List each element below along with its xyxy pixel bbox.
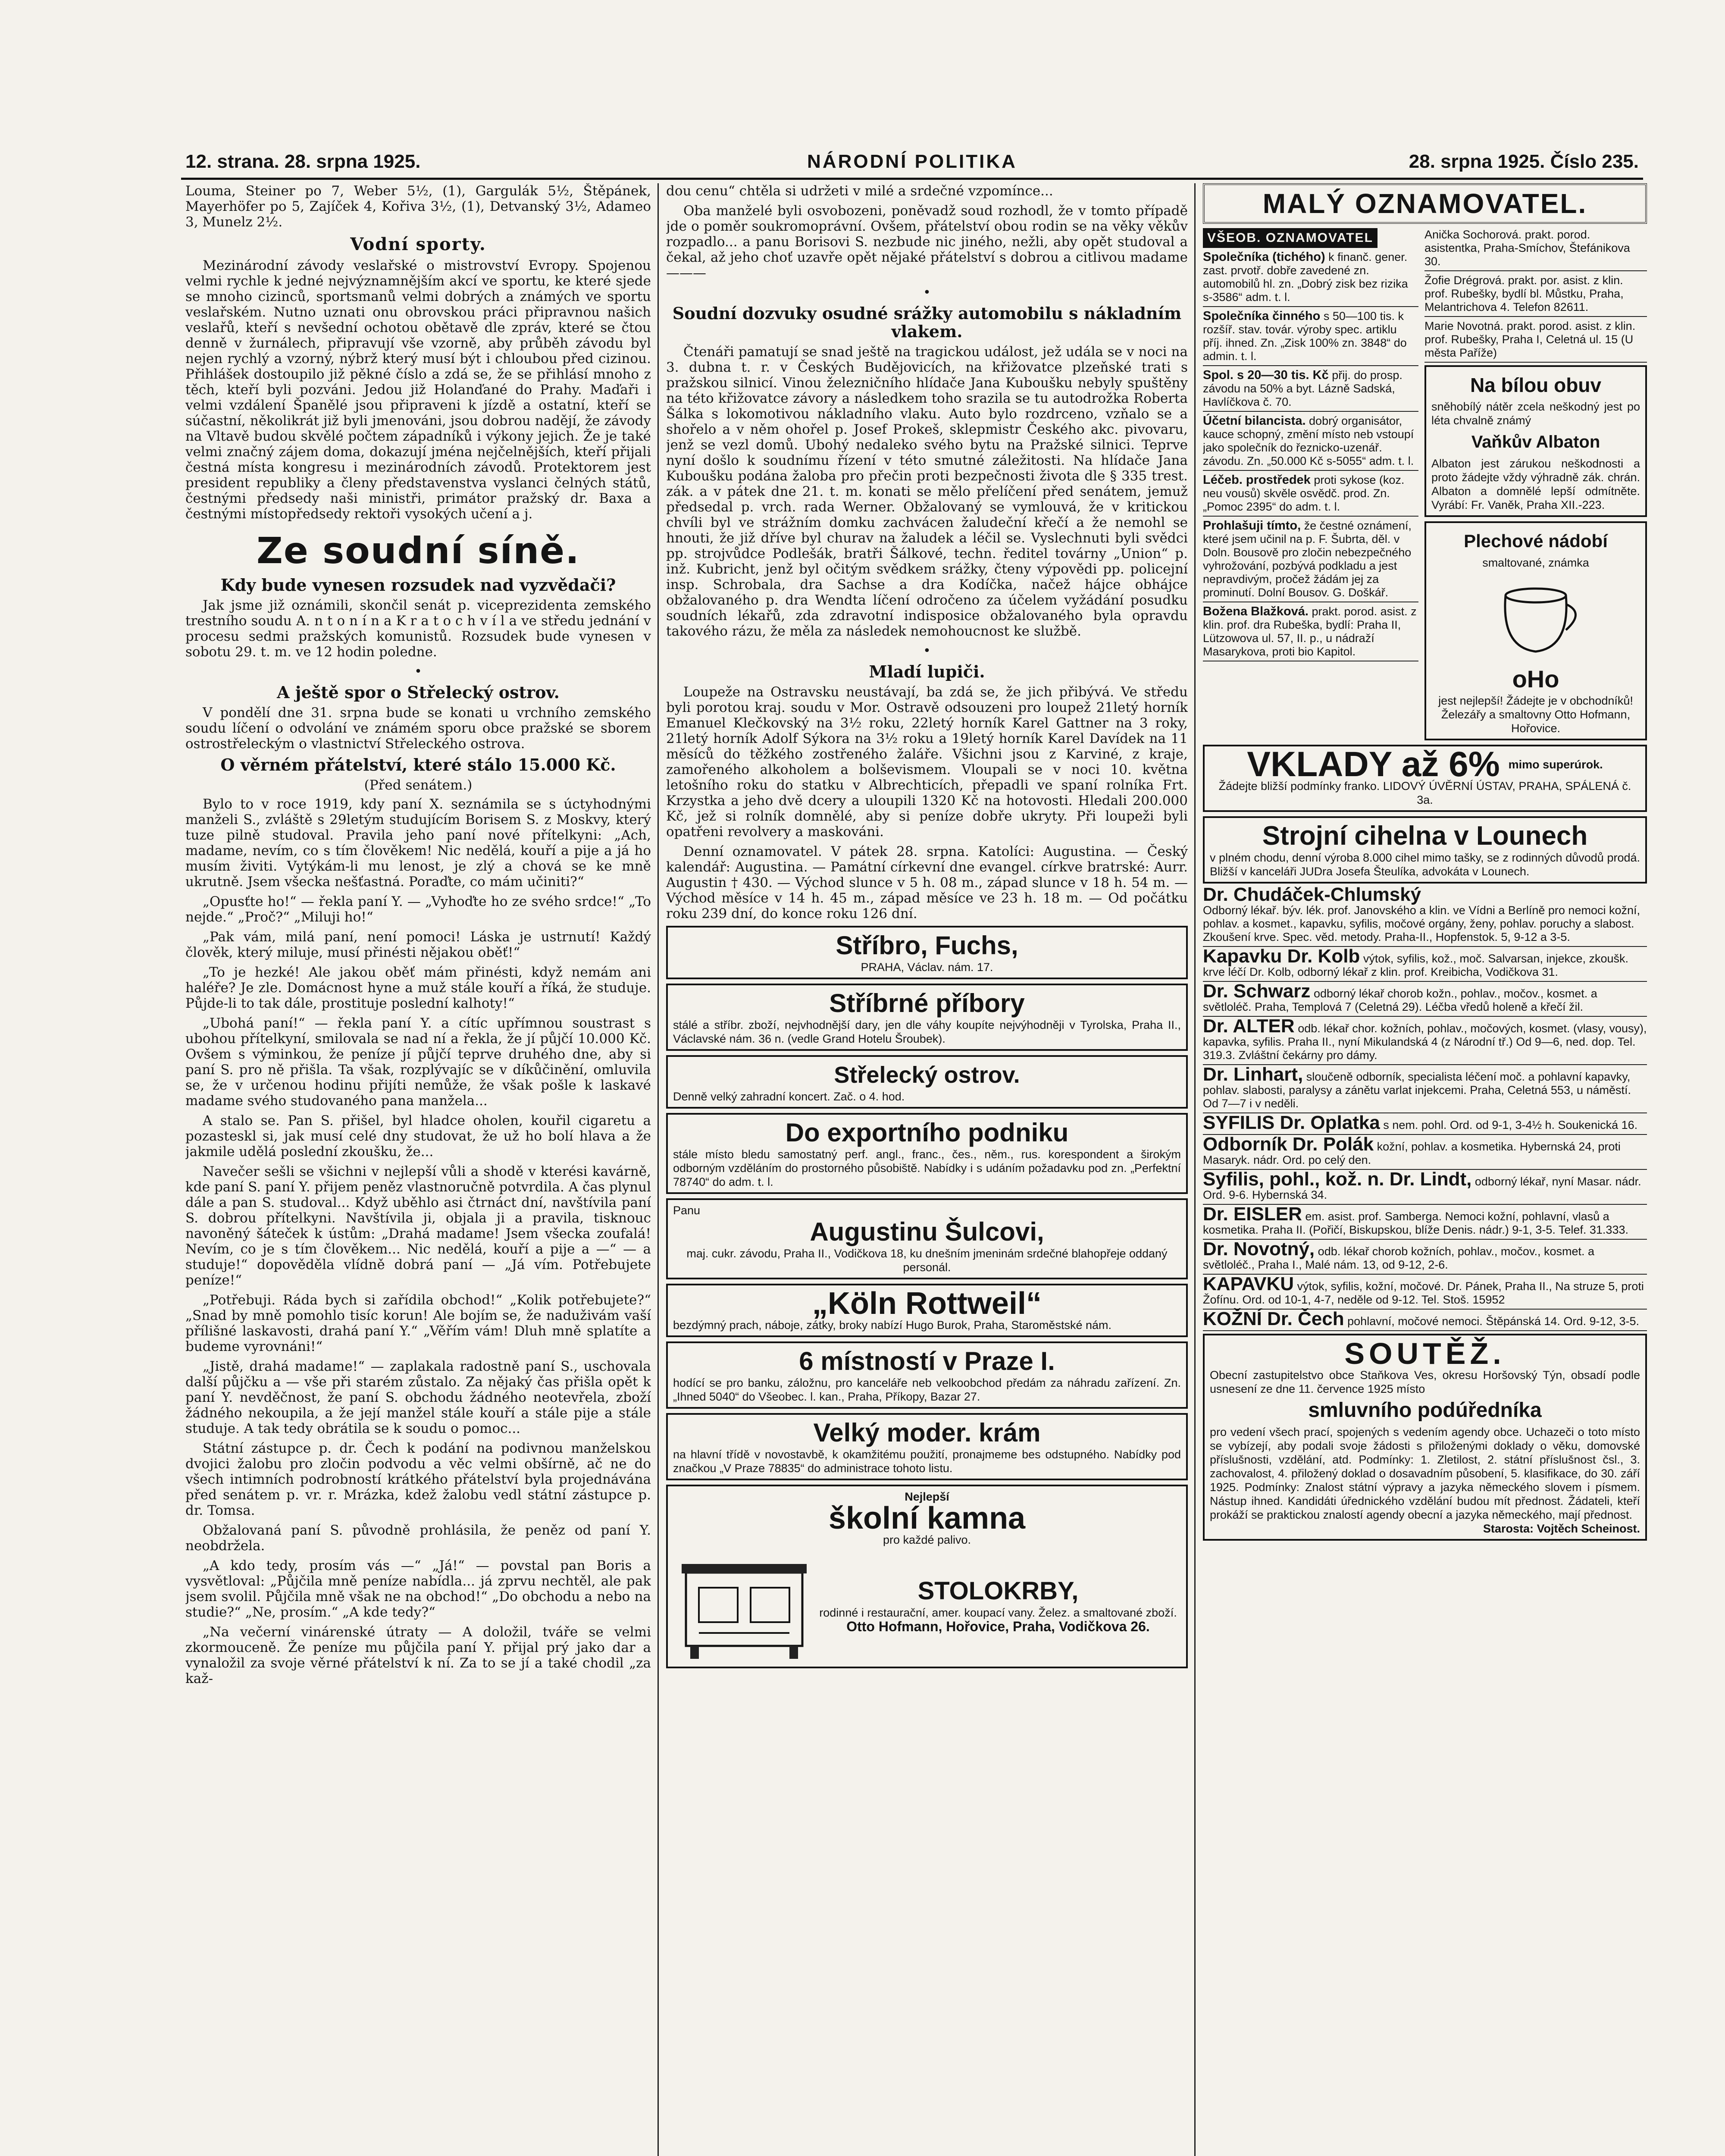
doctor-ad [1203, 981, 1647, 1017]
small-ad [1203, 414, 1418, 471]
ad-deposits-row [1210, 745, 1640, 784]
ad-stoves-right [815, 1576, 1181, 1633]
ad-stoves-sub: pro každé palivo. [883, 1533, 971, 1546]
column-divider-2 [1194, 183, 1196, 2156]
small-ad [1203, 369, 1418, 412]
ad-enamel-sub: smaltované, známka [1482, 556, 1589, 569]
small-ad-title: Léčeb. prostředek [1203, 473, 1311, 487]
small-ad-text: prakt. porod. asist. z klin. prof. dra Rubeška, bydlí: Praha II, Lützowova ul. 57, II. p., u nádraží Masarykova, proti bio Kapitol. [1203, 605, 1417, 658]
doctor-ad [1203, 884, 1647, 947]
column-1 [185, 183, 651, 2156]
ad-sulc-title: Augustinu Šulcovi, [810, 1217, 1044, 1246]
ad-strelecky-ostrov [666, 1055, 1188, 1109]
ad-brickworks-title: Strojní cihelna v Lounech [1262, 821, 1588, 851]
column-divider-1 [657, 183, 659, 2156]
sport-results: Louma, Steiner po 7, Weber 5½, (1), Gargulák 5½, Štěpánek, Mayerhöfer po 5, Zajíček 4, Kořiva 3½, (1), Detvanský 3½, Adameo 3, Munelz 2½. [185, 183, 651, 230]
ad-strelecky-text: Denně velký zahradní koncert. Zač. o 4. hod. [673, 1090, 905, 1103]
small-ad-text: s 50—100 tis. k rozšíř. stav. továr. výroby spec. artiklu příj. ihned. Zn. „Zisk 100% zn. 3848“ do admin. t. l. [1203, 310, 1407, 363]
doctor-ad [1203, 1308, 1647, 1331]
ad-koln-title: „Köln Rottweil“ [812, 1286, 1042, 1321]
doctor-ad [1203, 1273, 1647, 1310]
subheading-senate: (Před senátem.) [364, 777, 473, 793]
ad-silver-cutlery [666, 984, 1188, 1051]
ad-brickworks [1203, 816, 1647, 884]
ad-competition-signature: Starosta: Vojtěch Scheinost. [1483, 1522, 1640, 1535]
section-title-court: Ze soudní síně. [256, 530, 580, 572]
ad-white-shoes-text2: Albaton jest zárukou neškodnosti a proto žádejte vždy výhradně zák. chrán. Albaton a domnělé lepší odmítněte. Vyrábí: Fr. Vaněk, Praha XII.-223. [1431, 457, 1640, 511]
small-ad [1203, 473, 1418, 517]
doctor-ad-text: kožní, pohlav. a kosmetika. Hybernská 24, proti Masaryk. nádr. Ord. po celý den. [1203, 1140, 1621, 1166]
ad-enamel-logo: oHo [1512, 665, 1559, 693]
ad-shop-text: na hlavní třídě v novostavbě, k okamžitému použití, pronajmeme bes odstupného. Nabídky pod značkou „V Praze 78835“ do administrace tohoto listu. [673, 1448, 1181, 1475]
ad-fuchs-address: PRAHA, Václav. nám. 17. [861, 961, 993, 974]
heading-water-sports: Vodní sporty. [350, 234, 486, 254]
doctor-ad [1203, 1015, 1647, 1065]
small-ads-block [1203, 228, 1647, 745]
ad-sulc-pre: Panu [673, 1204, 701, 1217]
ad-white-shoes-brand: Vaňkův Albaton [1471, 432, 1600, 451]
ad-competition-title2: smluvního podúředníka [1308, 1399, 1542, 1422]
small-ad-title: Prohlašuji tímto, [1203, 519, 1301, 533]
daily-almanac: Denní oznamovatel. V pátek 28. srpna. Katolíci: Augustina. — Český kalendář: Augustina. — Památní církevní dne evangel. církve bratrské: Aurr. Augustin † 430. — Východ slunce v 5 h. 08 m., západ slunce v 18 h. 54 m. — Východ měsíce v 14 h. 45 m., západ měsíce ve 23 h. 18 m. — Od počátku roku 239 dní, do konce roku 126 dní. [666, 844, 1188, 921]
doctor-ad-text: výtok, syfilis, kožní, močové. Dr. Pánek, Praha II., Na struze 5, proti Žofínu. Ord. od 10-1, 4-7, neděle od 9-12. Tel. Stoš. 15952 [1203, 1280, 1644, 1306]
doctor-ad-title: Syfilis, pohl., kož. n. Dr. Lindt, [1203, 1169, 1472, 1190]
ad-sulc-text: maj. cukr. závodu, Praha II., Vodičkova 18, ku dnešním jmeninám srdečné blahopřeje oddaný personál. [686, 1247, 1168, 1274]
doctor-ad-title: Dr. Novotný, [1203, 1238, 1315, 1260]
doctor-ad-title: KAPAVKU [1203, 1273, 1294, 1294]
doctor-ad [1203, 1112, 1647, 1135]
ad-competition-text: Obecní zastupitelstvo obce Staňkova Ves, okresu Horšovský Týn, obsadí podle usnesení ze dne 11. července 1925 místo [1210, 1369, 1640, 1395]
friendship-para-8: „Potřebuji. Ráda bych si zařídila obchod!“ „Kolik potřebujete?“ „Snad by mně pomohlo tisíc korun! Ale bojím se, že naduživám vaší přílišné laskavosti, drahá paní Y.“ „Věřím vám! Dluh mně splatíte a budeme vyrovnáni!“ [185, 1292, 651, 1354]
small-ad-text: proti sykose (koz. neu vousů) skvěle osvědč. prod. Zn. „Pomoc 2395“ do adm. t. l. [1203, 473, 1405, 513]
ad-koln-rottweil [666, 1284, 1188, 1337]
ad-white-shoes [1424, 365, 1647, 517]
small-ad [1203, 605, 1418, 661]
doctor-ad-text: em. asist. prof. Samberga. Nemoci kožní, pohlavní, vlasů a kosmetika. Praha II. (Pořičí, Biskupskou, blíže Denis. nádr.) 9-1, 3-5. Telef. 31.333. [1203, 1210, 1628, 1236]
doctor-ad-title: Dr. ALTER [1203, 1015, 1295, 1037]
ad-stoves-title: školní kamna [828, 1501, 1026, 1536]
doctor-ad-text: odborný lékař chorob kožn., pohlav., močov., kosmet. a světloléč. Praha, Templová 7 (Celetná 29). Léčba vředů holeně a křečí žil. [1203, 987, 1597, 1013]
doctor-ad-text: výtok, syfilis, kož., moč. Salvarsan, injekce, zkoušk. krve léčí Dr. Kolb, odborný lékař z klin. prof. Kreibicha, Vodičkova 31. [1203, 952, 1629, 978]
doctor-ad-title: Dr. Chudáček-Chlumský [1203, 884, 1421, 905]
heading-strelecky-spor: A ještě spor o Střelecký ostrov. [277, 683, 560, 702]
small-ad-text: že čestné oznámení, které jsem učinil na p. F. Šubrta, děl. v Doln. Bousově pro zločin nebezpečného vyhrožování, pozbývá podkladu a jest nepravdivým, pročež žádám jej za prominutí. Dolní Bousov. G. Doškář. [1203, 519, 1412, 599]
friendship-para-12: „A kdo tedy, prosím vás —“ „Já!“ — povstal pan Boris a vysvětloval: „Půjčila mně peníze nabídla... já zprvu nechtěl, ale pak jsem svolil. Půjčila mně však ne na obchod!“ „Do obchodu a nebo na studie?“ „Ne, prosím.“ „A kde tedy?“ [185, 1558, 651, 1620]
doctor-ad-title: Dr. EISLER [1203, 1203, 1302, 1225]
friendship-para-9: „Jistě, drahá madame!“ — zaplakala radostně paní S., uschovala další půjčku a — vše při starém zůstalo. Za nějaký čas přišla opět k paní Y. nevděčnost, že paní S. obchodu žádného neotevřela, zboží žádného nekoupila, a že její manžel stále kouří a stále pije a stále studuje. A tak tedy obrátila se k soudu o pomoc... [185, 1359, 651, 1436]
friendship-para-7: Navečer sešli se všichni v nejlepší vůli a shodě v kterési kavárně, kde paní S. paní Y. přijem peněz vlastnoručně potvrdila. A čas plynul dále a pan S. studoval... Když uběhlo asi čtrnáct dní, navštívila paní S. dobrou přítelkyni. Navštívila ji, objala ji a pravila, tisknouc navoněný šáteček k ústům: „Drahá madame! Jsem všecka zoufalá! Nevím, co je s tím člověkem... Nic nedělá, kouří a pije a —“ — a studuje!“ dopověděla vlídně dobrá paní — „Já vím. Potřebujete peníze!“ [185, 1164, 651, 1288]
ad-fuchs [666, 926, 1188, 979]
ad-six-rooms-title: 6 místností v Praze I. [799, 1347, 1055, 1376]
article-young-robbers: Loupeže na Ostravsku neustávají, ba zdá se, že jich přibývá. Ve středu byli porotou kraj. soudu v Mor. Ostravě odsouzeni pro loupež 21letý horník Emanuel Klečkovský na 3½ roku, 22letý horník Karel Gattner na 3 roky, 21letý horník Adolf Sýkora na 3½ roku a 19letý horník Karel Davídek na 11 měsíců do těžkého zostřeného žaláře. Všichni jsou z Karviné, z kraje, zamořeného alkoholem a bolševismem. Vloupali se v noci 10. května letošního roku do statku v Albrechticích, přepadli ve spaní rolníka Frt. Krzystka a jeho dvě dcery a uloupili 1320 Kč na hotovosti. Hledali 200.000 Kč, jež si rolník domnělé, aby si peníze dobře ukryty. Při loupeži byli opatřeni revolvery a maskováni. [666, 684, 1188, 840]
ad-stoves-pre: Nejlepší [905, 1490, 949, 1503]
small-ad-title: Společníka činného [1203, 309, 1321, 323]
heading-verdict: Kdy bude vynesen rozsudek nad vyzvědači? [220, 575, 616, 595]
doctor-ad [1203, 1169, 1647, 1205]
ad-export-text: stále místo bledu samostatný perf. angl., franc., čes., něm., rus. korespondent a širokým odborným vzděláním do prostorného působiště. Nabídky i s udáním požadavku pod zn. „Perfektní 78740“ do adm. t. l. [673, 1148, 1181, 1188]
small-ad-title: Božena Blažková. [1203, 605, 1309, 618]
ad-competition-text2: pro vedení všech prací, spojených s vedením agendy obce. Uchazeči o toto místo se vybízejí, aby podali svoje žádosti s přiloženými doklady o věku, domovské příslušnosti, vzdělání, atd. Podmínky: 1. Zletilost, 2. státní příslušnost čsl., 3. zachovalost, 4. přiložený doklad o dosavadním působení, 5. klasifikace, do 30. září 1925. Podmínky: Znalost státní výpravy a jazyka německého slovem i písmem. Nástup ihned. Kandidáti úřednického vzdělání budou mít přednost. Žádateli, kteří prokáží se praktickou znalostí agendy obecní a jazyka německého, mají přednost. [1210, 1426, 1640, 1521]
ad-shop-title: Velký moder. krám [813, 1418, 1041, 1447]
small-ad-title: Účetní bilancista. [1203, 414, 1306, 428]
article-strelecky-spor: V pondělí dne 31. srpna bude se konati u vrchního zemského soudu líčení o odvolání ve známém sporu obce pražské se sborem ostrostřeleckým o vlastnictví Střeleckého ostrova. [185, 705, 651, 752]
doctor-ad [1203, 1134, 1647, 1170]
friendship-para-10: Státní zástupce p. dr. Čech k podání na podivnou manželskou dvojici žalobu pro zločin podvodu a věc velmi obšírně, ač ne do všech intimních podrobností krátkého přátelství byla projednávána před senátem p. vr. r. Mrázka, kdež žalobu vedl státní zástupce p. dr. Tomsa. [185, 1441, 651, 1518]
doctor-ad-text: pohlavní, močové nemoci. Štěpánská 14. Ord. 9-12, 3-5. [1347, 1315, 1640, 1328]
ad-stoves-firm: Otto Hofmann, Hořovice, Praha, Vodičkova 26. [846, 1619, 1150, 1634]
ad-white-shoes-text: sněhobílý nátěr zcela neškodný jest po léta chvalně známý [1431, 400, 1640, 427]
article-car-crash: Čtenáři pamatují se snad ještě na tragickou událost, jež udála se v noci na 3. dubna t. r. v Českých Budějovicích, na křižovatce plzeňské trati s pražskou silnicí. Vinou železničního hlídače Jana Kuboušku nebyly spuštěny na této křižovatce závory a následkem toho srazila se tu autodrožka Roberta Šálka s lokomotivou nákladního vlaku. Auto bylo rozdrceno, vzňalo se a shořelo a v něm ohořel p. Josef Prokeš, sklepmistr Českého akc. pivovaru, jenž se vezl domů. Ubohý nedaleko svého bytu na Pražské silnici. Teprve nyní došlo k soudnímu řízení v této smutné záležitosti. Na hlídače Jana Kuboušku podána žaloba pro přečin proti bezpečnosti života dle § 335 trest. zák. a v pátek dne 21. t. m. konati se mělo přelíčení před senátem, jemuž předsedal p. vrch. rada Werner. Obžalovaný se vymlouvá, že v kritickou chvíli byl ve strážním domku zachvácen žaludeční křečí a že nemohl se hnouti, že již dříve byl churav na žaludek a léčil se. Vyslechnuti byli svědci pp. strojvůdce Podlešák, bratři Šálkové, techn. ředitel továrny „Union“ p. inž. Kubricht, jenž byl očitým svědkem srážky, čteny výpovědi pp. policejní insp. Schrobala, dra Sachse a dra Kodíčka, načež hájce obhájce obžalovaného p. dra Wendta líčení odročeno za účelem vyžádání posudku soudních lékařů, zda zdravotní indisposice obžalovaného byla opravdu takového rázu, že měla za následek nemohoucnost ke službě. [666, 344, 1188, 639]
heading-car-crash: Soudní dozvuky osudné srážky automobilu s nákladním vlakem. [672, 304, 1182, 341]
friendship-para-4: „To je hezké! Ale jakou oběť mám přinésti, když nemám ani haléře? Je zle. Domácnost hyne a muž stále kouří a říká, že studuje. Půjde-li to tak dále, prostituje poslední kalhoty!“ [185, 965, 651, 1011]
doctor-ad-title: Kapavku Dr. Kolb [1203, 946, 1360, 967]
doctor-ad-text: odborný lékař, nyní Masar. nádr. Ord. 9-6. Hybernská 34. [1203, 1175, 1641, 1201]
header-right: 28. srpna 1925. Číslo 235. [1409, 151, 1639, 172]
ad-shop [666, 1413, 1188, 1480]
doctor-ad-title: KOŽNÍ Dr. Čech [1203, 1308, 1344, 1329]
doctor-ad-title: Odborník Dr. Polák [1203, 1134, 1374, 1155]
friendship-conclusion: Oba manželé byli osvobozeni, poněvadž soud rozhodl, že v tomto případě jde o poměr soukromoprávní. Ovšem, přátelství obou rodin se na věky věkův rozpadlo... a panu Borisovi S. nezbude nic jiného, nežli, aby opět studoval a čekal, až jeho choť uzavře opět nějaké přátelství s dobrou a citlivou madame ——— [666, 203, 1188, 281]
doctor-ad [1203, 1064, 1647, 1113]
friendship-para-6: A stalo se. Pan S. přišel, byl hladce oholen, kouřil cigaretu a pozasteskl si, jak musí celé dny studovat, že už ho bolí hlava a že jakmile udělá poslední zkoušku, že... [185, 1113, 651, 1159]
header-left: 12. strana. 28. srpna 1925. [185, 151, 421, 172]
page-header [185, 151, 1639, 177]
ad-brickworks-text: v plném chodu, denní výroba 8.000 cihel mimo tašky, se z rodinných důvodů prodá. Bližší v kanceláři JUDra Josefa Šteulíka, advokáta v Lounech. [1210, 851, 1640, 878]
midwife-ad-1: Anička Sochorová. prakt. porod. asistentka, Praha-Smíchov, Štefánikova 30. [1424, 228, 1647, 271]
doctor-ad-text: s nem. pohl. Ord. od 9-1, 3-4½ h. Soukenická 16. [1383, 1119, 1638, 1131]
pot-illustration [1484, 574, 1587, 660]
ad-white-shoes-title: Na bílou obuv [1470, 374, 1602, 396]
friendship-continued: dou cenu“ chtěla si udržeti v milé a srdečné vzpomínce... [666, 183, 1053, 199]
column-2 [666, 183, 1188, 2156]
doctor-ad [1203, 1203, 1647, 1240]
friendship-para-2: „Opusťte ho!“ — řekla paní Y. — „Vyhoďte ho ze svého srdce!“ „To nejde.“ „Proč?“ „Miluji ho!“ [185, 894, 651, 925]
ad-stoves [666, 1485, 1188, 1668]
small-ad [1203, 310, 1418, 366]
ad-enamel-ware [1424, 521, 1647, 740]
midwife-ad-2: Žofie Drégrová. prakt. por. asist. z klin. prof. Rubešky, bydlí bl. Můstku, Praha, Melantrichova 4. Telefon 82611. [1424, 274, 1647, 317]
small-ads-left [1203, 228, 1418, 745]
ad-deposits-title: VKLADY až 6% [1247, 745, 1500, 784]
column-3 [1203, 183, 1647, 2156]
masthead-title: NÁRODNÍ POLITIKA [807, 151, 1017, 172]
small-ads-right [1424, 228, 1647, 745]
friendship-para-13: „Na večerní vinárenské útraty — A doložil, tváře se velmi zkormouceně. Že peníze mu půjčila paní Y. přijal prý jako dar a vynaložil za svoje věrné přátelství k ní. Za to se jí a také chodil „za kaž- [185, 1624, 651, 1686]
small-ad-text: přij. do prosp. závodu na 50% a byt. Lázně Sadská, Havlíčkova č. 70. [1203, 369, 1403, 408]
ad-fuchs-title: Stříbro, Fuchs, [836, 931, 1018, 960]
friendship-para-11: Obžalovaná paní S. původně prohlásila, že peněz od paní Y. neobdržela. [185, 1523, 651, 1554]
doctor-ad-text: sloučeně odborník, specialista léčení moč. a pohlavní kapavky, pohlav. slabosti, paralysy a zánětu varlat injekcemi. Praha, Celetná 553, u náměstí. Od 7—7 i v neděli. [1203, 1070, 1631, 1110]
ad-koln-text: bezdýmný prach, náboje, zátky, broky nabízí Hugo Burok, Praha, Staroměstské nám. [673, 1319, 1111, 1332]
small-ad-text: dobrý organisátor, kauce schopný, změní místo neb vstoupí jako společník do řeznicko-uzenář. závodu. Zn. „50.000 Kč s-5055“ adm. t. l. [1203, 414, 1414, 467]
doctor-ad-text: odb. lékař chor. kožních, pohlav., močových, kosmet. (vlasy, vousy), kapavka, syfilis. Praha II., nyní Mikulandská 4 (z Národní tř.) Od 9—6, ned. dop. Tel. 319.3. Zvláštní čekárny pro dámy. [1203, 1022, 1647, 1062]
article-rowing: Mezinárodní závody veslařské o mistrovství Evropy. Spojenou velmi rychle k jedné nejvýznamnějším akcí ve sportu, ke které sjede se mnoho cizinců, sportsmanů velmi dobrých a známých ve sportu veslařském. Nutno uznati onu obrovskou práci připravnou našich veslařů, kteří s nevšední ochotou obětavě dle zpráv, které se čtou denně v žurnálech, připravují vše vzorně, aby průběh závodu byl nejen rychlý a vzorný, nýbrž který musí být i chloubou před cizinou. Přihlášek dostoupilo již pěkné číslo a zdá se, že se přihlásí mnoho z těch, kteří byli pozváni. Jedou již Holanďané do Prahy. Maďaři i velmi vzdálení Španělé jsou připraveni k jízdě a ostatní, kteří se súčastní, několikrát již byli jmenováni, jsou dobrou nadějí, že závody na Vltavě budou skvělé počtem západníků i výkony jejich. Že je také velmi značný zájem doma, dokazují jména nejčelnějších, kteří přijali čestná místa kongresu i mezinárodních závodů. Protektorem jest president republiky a členy představenstva vyslanci čelných států, čestnými předsedy naši ministři, primátor pražský dr. Baxa a čestnými místopředsedy rektoři vysokých učení a j. [185, 258, 651, 522]
small-ad-text: k finanč. gener. zast. prvotř. dobře zavedené zn. automobilů hl. zn. „Dobrý zisk bez rizika s-3586“ adm. t. l. [1203, 251, 1408, 304]
midwife-ad-3: Marie Novotná. prakt. porod. asist. z klin. prof. Rubešky, Praha I, Celetná ul. 15 (U města Paříže) [1424, 320, 1647, 363]
ad-export-title: Do exportního podniku [785, 1118, 1069, 1147]
separator-dot: • [923, 285, 931, 300]
ad-silver-cutlery-title: Stříbrné příbory [829, 989, 1025, 1018]
doctor-ad [1203, 1238, 1647, 1275]
ad-stoves-body [673, 1547, 1181, 1663]
small-ad-title: Společníka (tichého) [1203, 250, 1325, 264]
small-ad [1203, 251, 1418, 307]
heading-young-robbers: Mladí lupiči. [869, 662, 985, 681]
separator-dot: • [923, 643, 931, 658]
small-ad [1203, 519, 1418, 602]
ad-silver-cutlery-text: stálé a stříbr. zboží, nejvhodnější dary, jen dle váhy koupíte nejvýhodněji v Tyrolska, Praha II., Václavské nám. 36 n. (vedle Grand Hotelu Šroubek). [673, 1018, 1181, 1045]
ad-sulc [666, 1198, 1188, 1279]
separator-dot: • [414, 664, 422, 679]
ad-strelecky-title: Střelecký ostrov. [834, 1062, 1020, 1088]
article-verdict: Jak jsme již oznámili, skončil senát p. viceprezidenta zemského trestního soudu A. n t o n í n a K r a t o c h v í l a ve středu jednání v procesu sedmi pražských komunistů. Rozsudek bude vynesen v sobotu 29. t. m. ve 12 hodin poledne. [185, 598, 651, 660]
friendship-para-3: „Pak vám, milá paní, není pomoci! Láska je ustrnutí! Každý člověk, který miluje, musí přinésti nějakou oběť!“ [185, 929, 651, 960]
doctor-ad-text: Odborný lékař. býv. lék. prof. Janovského a klin. ve Vídni a Berlíně pro nemoci kožní, pohlav. a kosmet., kapavku, syfilis, močové orgány, ženy, pohlav. poruchy a slabost. Zkoušení krve. Spec. věd. metody. Praha-II., Hopfenstok. 5, 9-12 a 3-5. [1203, 904, 1640, 943]
doctor-ad-text: odb. lékař chorob kožních, pohlav., močov., kosmet. a světloléč., Praha I., Malé nám. 13, od 9-12, 2-6. [1203, 1245, 1594, 1271]
doctor-ad-title: Dr. Linhart, [1203, 1064, 1303, 1085]
friendship-para-1: Bylo to v roce 1919, kdy paní X. seznámila se s úctyhodnými manželi S., zvláště s 29letým studujícím Borisem S. z Moskvy, který tuze pilně studoval. Pravila jeho paní nové přítelkyni: „Ach, madame, nevím, co s tím člověkem! Nic nedělá, kouří a pije a já ho musím živiti. Vytýkám-li mu lenost, je zlý a chová se ke mně ukrutně. Jsem všecka nešťastná. Poraďte, co mám učiniti?“ [185, 796, 651, 890]
doctor-ad [1203, 946, 1647, 982]
ad-deposits [1203, 745, 1647, 812]
small-ads-tag: VŠEOB. OZNAMOVATEL [1203, 228, 1377, 248]
stove-illustration [673, 1547, 815, 1663]
doctor-ad-title: SYFILIS Dr. Oplatka [1203, 1112, 1380, 1133]
header-rule [181, 178, 1643, 180]
ad-enamel-title: Plechové nádobí [1464, 531, 1608, 551]
ad-competition [1203, 1334, 1647, 1541]
ad-six-rooms-text: hodící se pro banku, záložnu, pro kanceláře neb velkoobchod předám za náhradu zařízení. Zn. „Ihned 5040“ do Všeobec. l. kan., Praha, Příkopy, Bazar 27. [673, 1376, 1181, 1403]
small-ad-title: Spol. s 20—30 tis. Kč [1203, 368, 1329, 382]
ad-stoves-text: rodinné i restaurační, amer. koupací vany. Želez. a smaltované zboží. [819, 1606, 1177, 1619]
small-ads-banner: MALÝ OZNAMOVATEL. [1203, 183, 1647, 224]
ad-stoves-title2: STOLOKRBY, [917, 1577, 1079, 1605]
ad-export [666, 1113, 1188, 1194]
ad-enamel-text: jest nejlepší! Žádejte je v obchodníků! Železářy a smaltovny Otto Hofmann, Hořovice. [1438, 694, 1633, 735]
ad-deposits-text: Žádejte bližší podmínky franko. LIDOVÝ ÚVĚRNÍ ÚSTAV, PRAHA, SPÁLENÁ č. 3a. [1218, 780, 1631, 806]
heading-friendship: O věrném přátelství, které stálo 15.000 Kč. [220, 755, 616, 774]
ad-deposits-extra: mimo superúrok. [1508, 758, 1603, 771]
ad-competition-title: SOUTĚŽ. [1344, 1337, 1506, 1370]
friendship-para-5: „Ubohá paní!“ — řekla paní Y. a cítíc upřímnou soustrast s ubohou přítelkyní, smilovala se nad ní a řekla, že jí půjčí 10.000 Kč. Ovšem s výminkou, že peníze jí půjčí teprve druhého dne, aby si paní S. pro ně přišla. Ta však, rozplývajíc se v díkůčinění, omluvila se, že v určenou hodinu přijíti nemůže, že však pošle k laskavé madame svého studovaného pana manžela... [185, 1015, 651, 1109]
ad-six-rooms [666, 1341, 1188, 1409]
doctor-ad-title: Dr. Schwarz [1203, 981, 1311, 1002]
